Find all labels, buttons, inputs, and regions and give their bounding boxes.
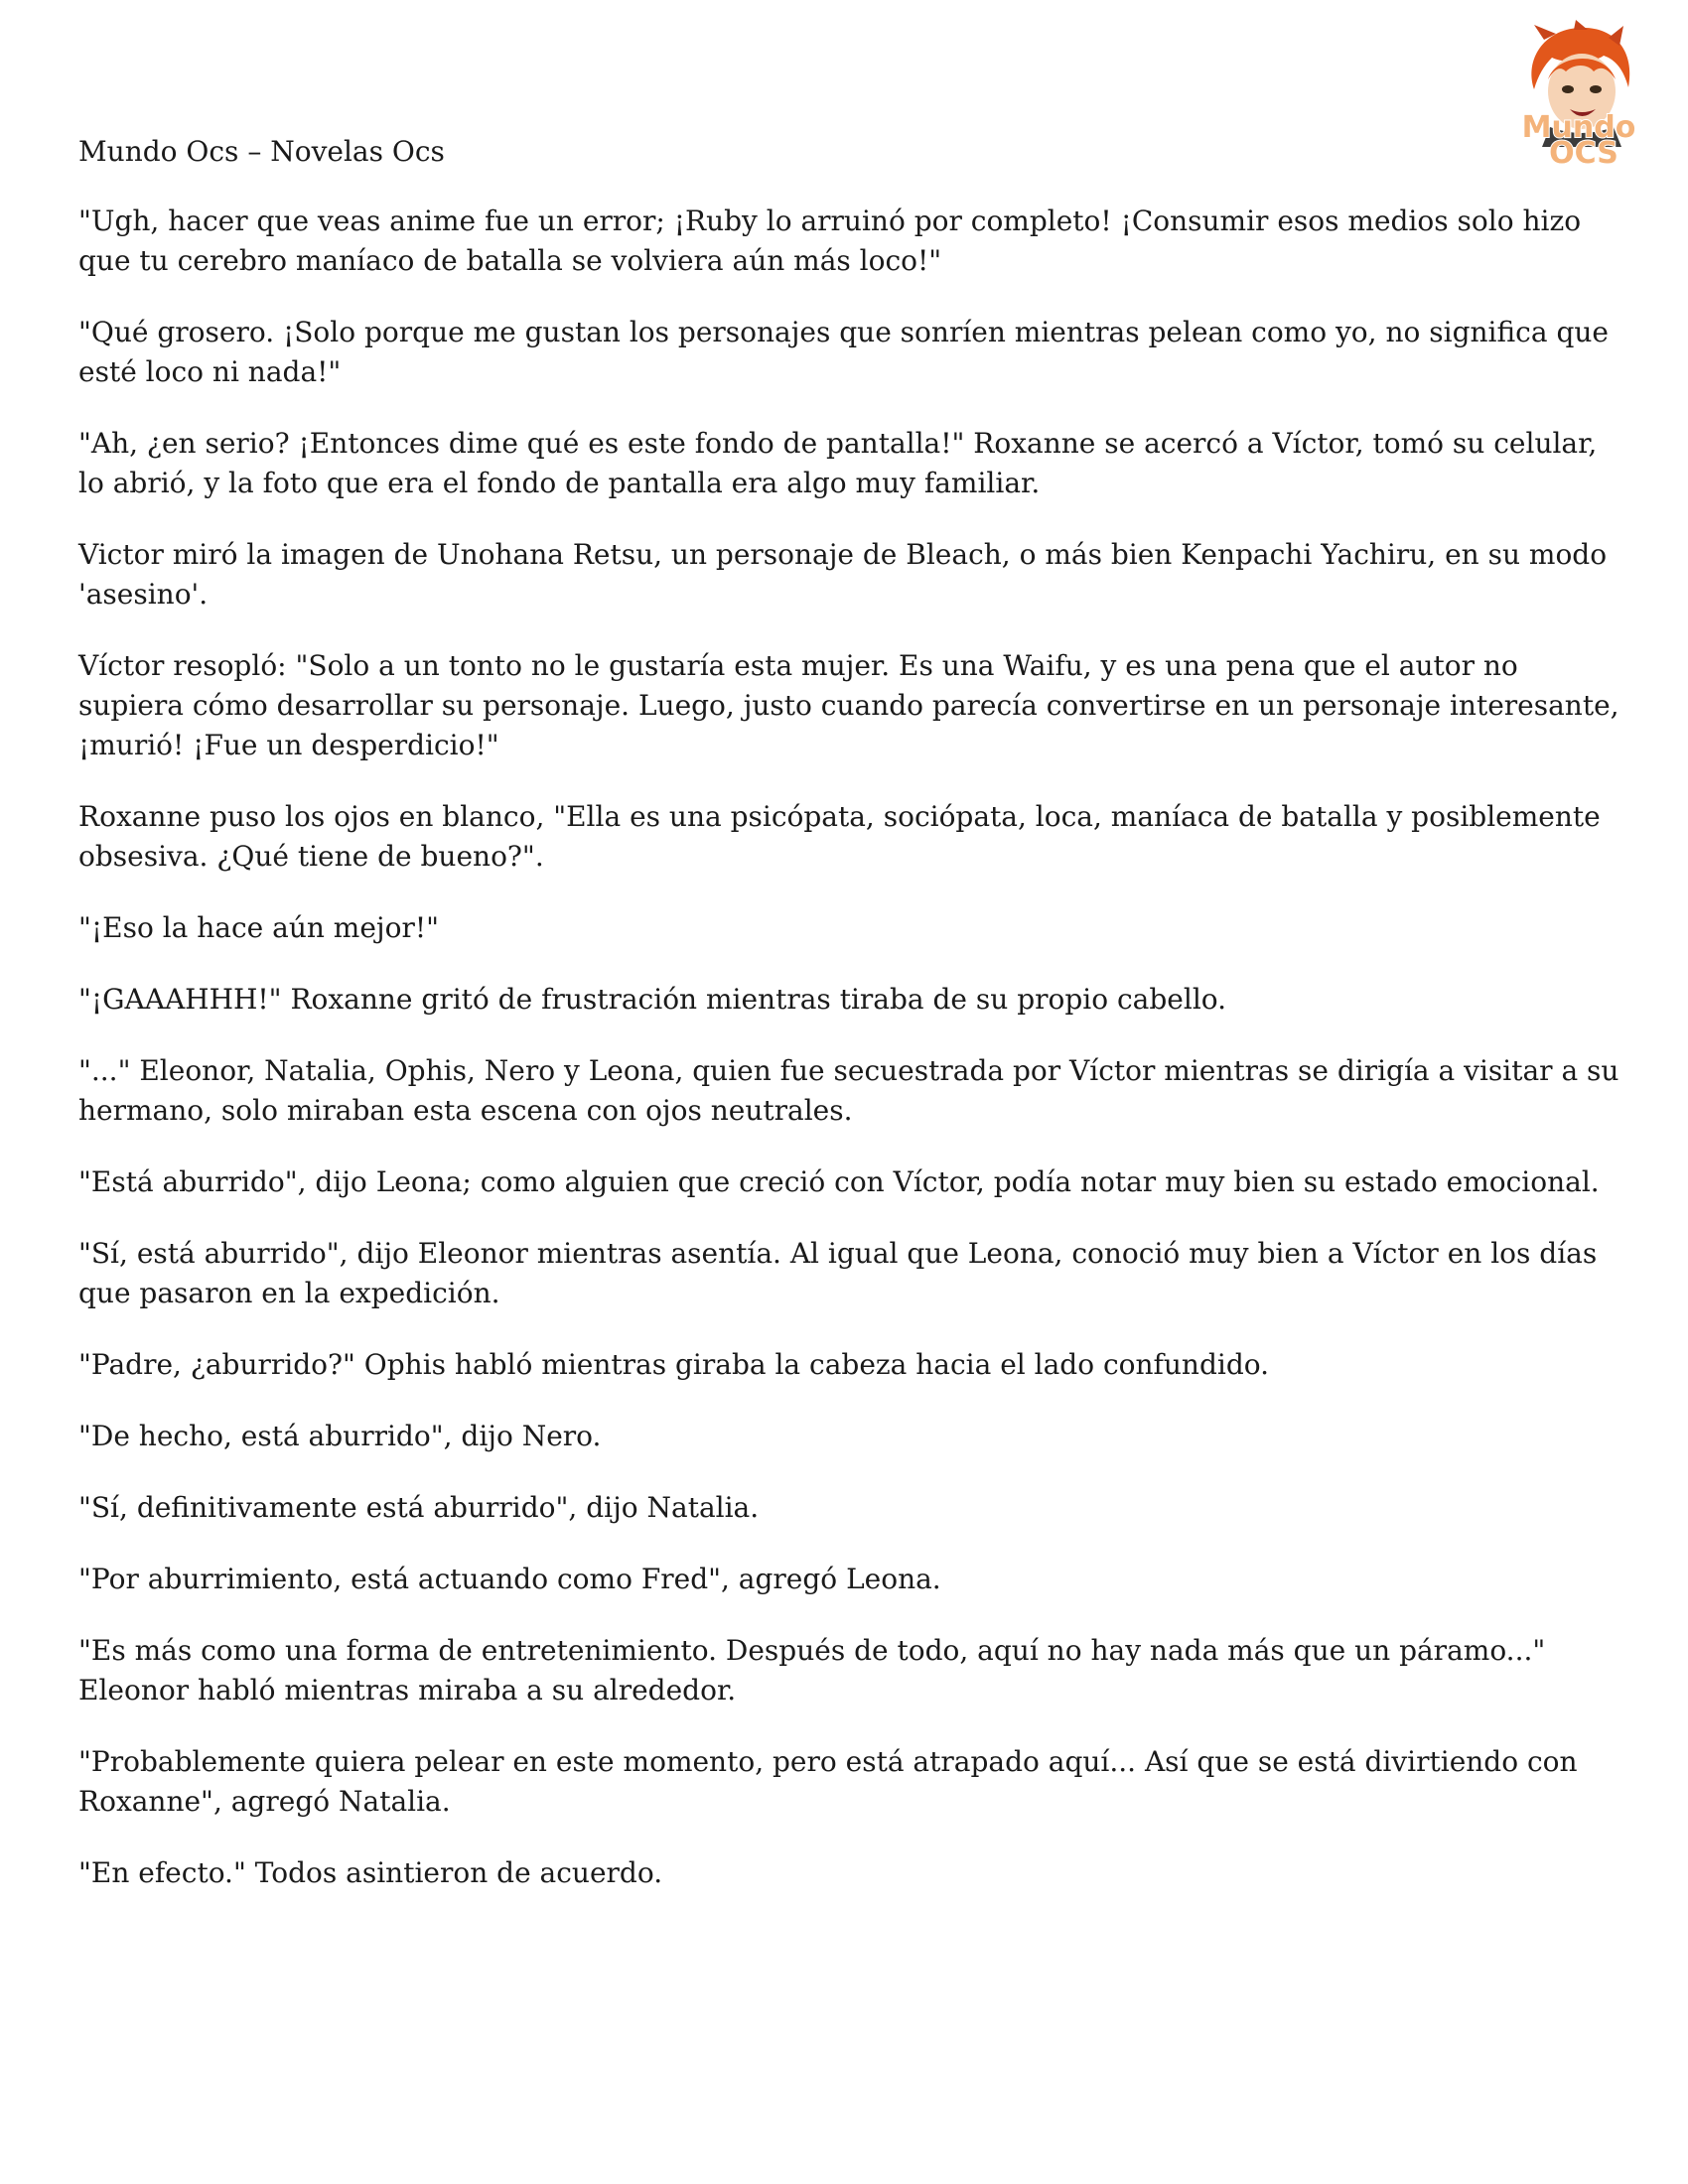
paragraph: "Sí, está aburrido", dijo Eleonor mientras asentía. Al igual que Leona, conoció muy bien a Víctor en los días que pasaron en la expedición. — [78, 1237, 1598, 1309]
paragraph: "Probablemente quiera pelear en este momento, pero está atrapado aquí... Así que se está divirtiendo con Roxanne", agregó Natalia. — [78, 1745, 1578, 1818]
paragraph: Victor miró la imagen de Unohana Retsu, un personaje de Bleach, o más bien Kenpachi Yachiru, en su modo 'asesino'. — [78, 538, 1608, 611]
logo-eye-right — [1590, 85, 1602, 93]
document-body — [78, 202, 1627, 1925]
paragraph: "¡Eso la hace aún mejor!" — [78, 911, 439, 944]
paragraph: Víctor resopló: "Solo a un tonto no le gustaría esta mujer. Es una Waifu, y es una pena que el autor no supiera cómo desarrollar su personaje. Luego, justo cuando parecía convertirse en un personaje interesante, ¡murió! ¡Fue un desperdicio!" — [78, 649, 1619, 761]
paragraph: "Sí, definitivamente está aburrido", dijo Natalia. — [78, 1491, 760, 1524]
paragraph: "En efecto." Todos asintieron de acuerdo. — [78, 1856, 663, 1889]
paragraph: "Es más como una forma de entretenimiento. Después de todo, aquí no hay nada más que un páramo..." Eleonor habló mientras miraba a su alrededor. — [78, 1634, 1546, 1706]
paragraph: "Qué grosero. ¡Solo porque me gustan los personajes que sonríen mientras pelean como yo, no significa que esté loco ni nada!" — [78, 316, 1609, 388]
paragraph: "Está aburrido", dijo Leona; como alguien que creció con Víctor, podía notar muy bien su estado emocional. — [78, 1165, 1600, 1198]
paragraph: "¡GAAAHHH!" Roxanne gritó de frustración mientras tiraba de su propio cabello. — [78, 983, 1227, 1016]
paragraph: "Ah, ¿en serio? ¡Entonces dime qué es este fondo de pantalla!" Roxanne se acercó a Víctor, tomó su celular, lo abrió, y la foto que era el fondo de pantalla era algo muy familiar. — [78, 427, 1598, 499]
paragraph: "De hecho, está aburrido", dijo Nero. — [78, 1420, 602, 1452]
logo-text-line2: OCS — [1549, 136, 1618, 169]
logo-eye-left — [1562, 85, 1574, 93]
mundo-ocs-logo — [1504, 20, 1653, 169]
paragraph: Roxanne puso los ojos en blanco, "Ella es una psicópata, sociópata, loca, maníaca de batalla y posiblemente obsesiva. ¿Qué tiene de bueno?". — [78, 800, 1601, 873]
paragraph: "..." Eleonor, Natalia, Ophis, Nero y Leona, quien fue secuestrada por Víctor mientras se dirigía a visitar a su hermano, solo miraban esta escena con ojos neutrales. — [78, 1054, 1619, 1127]
paragraph: "Padre, ¿aburrido?" Ophis habló mientras giraba la cabeza hacia el lado confundido. — [78, 1348, 1270, 1381]
paragraph: "Por aburrimiento, está actuando como Fred", agregó Leona. — [78, 1563, 941, 1595]
paragraph: "Ugh, hacer que veas anime fue un error; ¡Ruby lo arruinó por completo! ¡Consumir esos medios solo hizo que tu cerebro maníaco de batalla se volviera aún más loco!" — [78, 205, 1582, 277]
document-header: Mundo Ocs – Novelas Ocs — [78, 135, 445, 168]
logo-text-line1: Mundo — [1521, 110, 1636, 145]
